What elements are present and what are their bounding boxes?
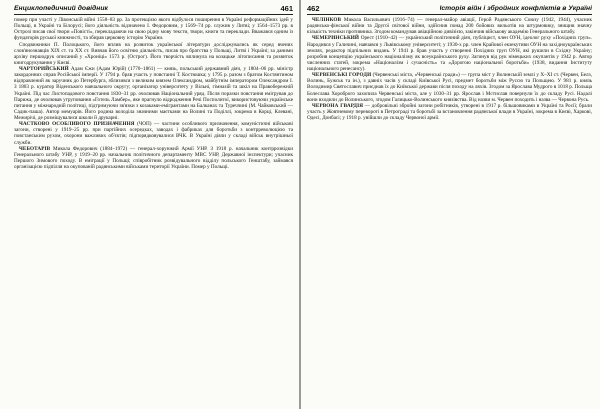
entry-paragraph [14, 42, 293, 67]
entry-paragraph [307, 103, 592, 121]
entry-text: Сподвижники П. Полоцького, його вплив на розвиток української літератури досліджувались як серед вчених слов'янознавців XIX ст. та XX ст. Вивчав його освітню діяльність, писав про братства у Польщі, Литві і Україні; за даними архіву першодрук описаний у «Хроніці» 1573 р. (Острог). Його творчість вплинула на козацьке літописання та розвиток книгодрукування у Києві. [14, 41, 293, 66]
entry-term: ЧАСТКОВО ОСОБЛИВОГО ПРИЗНАЧЕННЯ [19, 121, 135, 128]
entry-text: Микола Васильович (1916–74) — генерал-майор авіації, Герой Радянського Союзу (1942, 1944), учасник радянсько-фінської війни та Другої світової війни, здійснив понад 200 бойових вильотів на штурмовику, знищив значну кількість техніки противника. Згодом командував авіаційною дивізією, закінчив військову академію Генерального штабу. [307, 17, 592, 36]
entry-paragraph [307, 35, 592, 72]
left-page-header [14, 3, 293, 15]
right-page-number: 462 [307, 4, 320, 13]
entry-text: помер при участі у Лівонській війні 1558–83 рр. За протекцією якого відбулося поширення в Україні реформаційних ідей у Польщі, в Україні та Білорусі; його діяльність відзначено І. Федоровим, у 1569–74 рр. служив у Литві; у 1564–1573 рр. в Острозі писав свої твори «Повісті», перекладаючи на свою рідну мову тексти, твори, книги та переклади. Вважався одним із фундаторів руської книжності, та збирав церковну історію України. [14, 17, 293, 42]
left-running-title: Енциклопедичний довідник [14, 5, 108, 12]
entry-text: Микола Федорович (1884–1972) — генерал-хорунжий Армії УНР. З 1918 р. начальник контррозвідки Генерального штабу УНР, у 1919–20 рр. начальник політичного департаменту МВС УНР, Державної інспектури; учасник Першого Зимового походу. В еміграції у Польщі; співробітник розвідувального відділу польського Генштабу, займався організацією підпілля на окупованій радянськими військами території України. Помер у Польщі. [14, 145, 293, 170]
right-page [301, 0, 600, 409]
entry-paragraph [14, 17, 293, 42]
entry-text: (ЧОП) — частини особливого призначення, комуністичні військові загони, створені у 1919–25 рр. при партійних осередках, заводах і фабриках для боротьби з контрреволюцією та повстанським рухом, охорони важливих об'єктів; підпорядковувалися ВЧК. В Україні діяли у складі військ внутрішньої служби. [14, 121, 294, 146]
entry-text: — добровільні збройні загони робітників, утворені в 1917 р. більшовиками в Україні та Росії; брали участь у Жовтневому перевороті в Петрограді та боротьбі за встановлення радянської влади в Україні, зокрема в Києві, Харкові, Одесі, Донбасі; у 1918 р. увійшли до складу Червоної армії. [307, 102, 593, 121]
entry-term: ЧЕБОТАРІВ [19, 145, 51, 152]
entry-paragraph [14, 66, 293, 121]
right-page-header [307, 3, 592, 15]
entry-term: ЧЕЛІНКОВ [312, 17, 342, 23]
entry-text: (Червенські міста, «Червенські гради») — група міст у Волинській землі у X–XI ст. (Червен, Белз, Волинь, Бужськ та ін.), з давніх часів у складі Київської Русі, предмет боротьби між Руссю та Польщею. У 981 р. князь Володимир Святославич приєднав їх до Київської держави після походу на ляхів. Згодом за Ярослава Мудрого в 1018 р. Польща Болеслава Хороброго захопила Червенські міста, але у 1030–31 рр. Ярослав і Мстислав повернули їх до складу Русі. Надалі вони входили до Волинського, згодом Галицько-Волинського князівства. Від назви м. Червен походить і назва — Червона Русь. [307, 72, 592, 103]
entry-term: ЧЕМЕРИНСЬКИЙ [312, 35, 360, 42]
left-page [0, 0, 299, 409]
right-page-text [307, 17, 592, 121]
entry-term: ЧЕРВОНА ГВАРДІЯ [312, 102, 364, 109]
entry-text: Орест (1910–42) — український політичний діяч, публіцист, член ОУН, ідеолог руху «Похідних груп». Народився у Галичині, навчався у Львівському університеті; у 1930-х рр. член Крайової екзекутиви ОУН на західноукраїнських землях, редактор підпільних видань. У 1941 р. брав участь у створенні Похідних груп ОУН, які рушили в Східну Україну; розробив концепцію українського націоналізму як всеукраїнського руху. Загинув від рук німецьких окупантів у 1942 р. Автор численних статей, зокрема «Націоналізм і сучасність» та «Дорогою національної боротьби» (1938, видання Інституту національного ренесансу). [307, 35, 593, 72]
entry-text: Адам Єжи (Адам Юрій) (1770–1861) — князь, польський державний діяч, у 1804–06 рр. міністр закордонних справ Російської імперії. У 1794 р. брав участь у повстанні Т. Костюшка; у 1795 р. разом з братом Костянтином відправлений як заручник до Петербурга, зблизився з великим князем Олександром, майбутнім імператором Олександром I. З 1803 р. куратор Віденського навчального округу; організатор університету у Вільні, гімназій та шкіл на Правобережній Україні. Під час Листопадового повстання 1830–31 рр. очолював Національний уряд. Після поразки повстання емігрував до Парижа, де очолював угруповання «Готель Ламбер», яке прагнуло відродження Речі Посполитої, використовуючи українське питання у міжнародній політиці, підтримуючи зв'язки з козаками-емігрантами на Балканах та Туреччині (М. Чайковський — Садик-паша). Автор мемуарів. Його родина володіла значними маєтками на Волині та Поділлі, зокрема в Корці, Клевані, Межирічі, де розміщувалися школи й друкарні. [14, 66, 293, 121]
right-running-title: Історія війн і збройних конфліктів в Україні [439, 5, 592, 12]
entry-term: ЧЕРВЕНСЬКІ ГОРОДИ [312, 72, 372, 79]
left-page-number: 461 [280, 4, 293, 13]
left-page-text [14, 17, 293, 170]
entry-paragraph [307, 17, 592, 35]
entry-paragraph [14, 121, 293, 146]
entry-paragraph [307, 72, 592, 103]
entry-paragraph [14, 146, 293, 171]
entry-term: ЧАРТОРИЙСЬКИЙ [19, 66, 69, 72]
